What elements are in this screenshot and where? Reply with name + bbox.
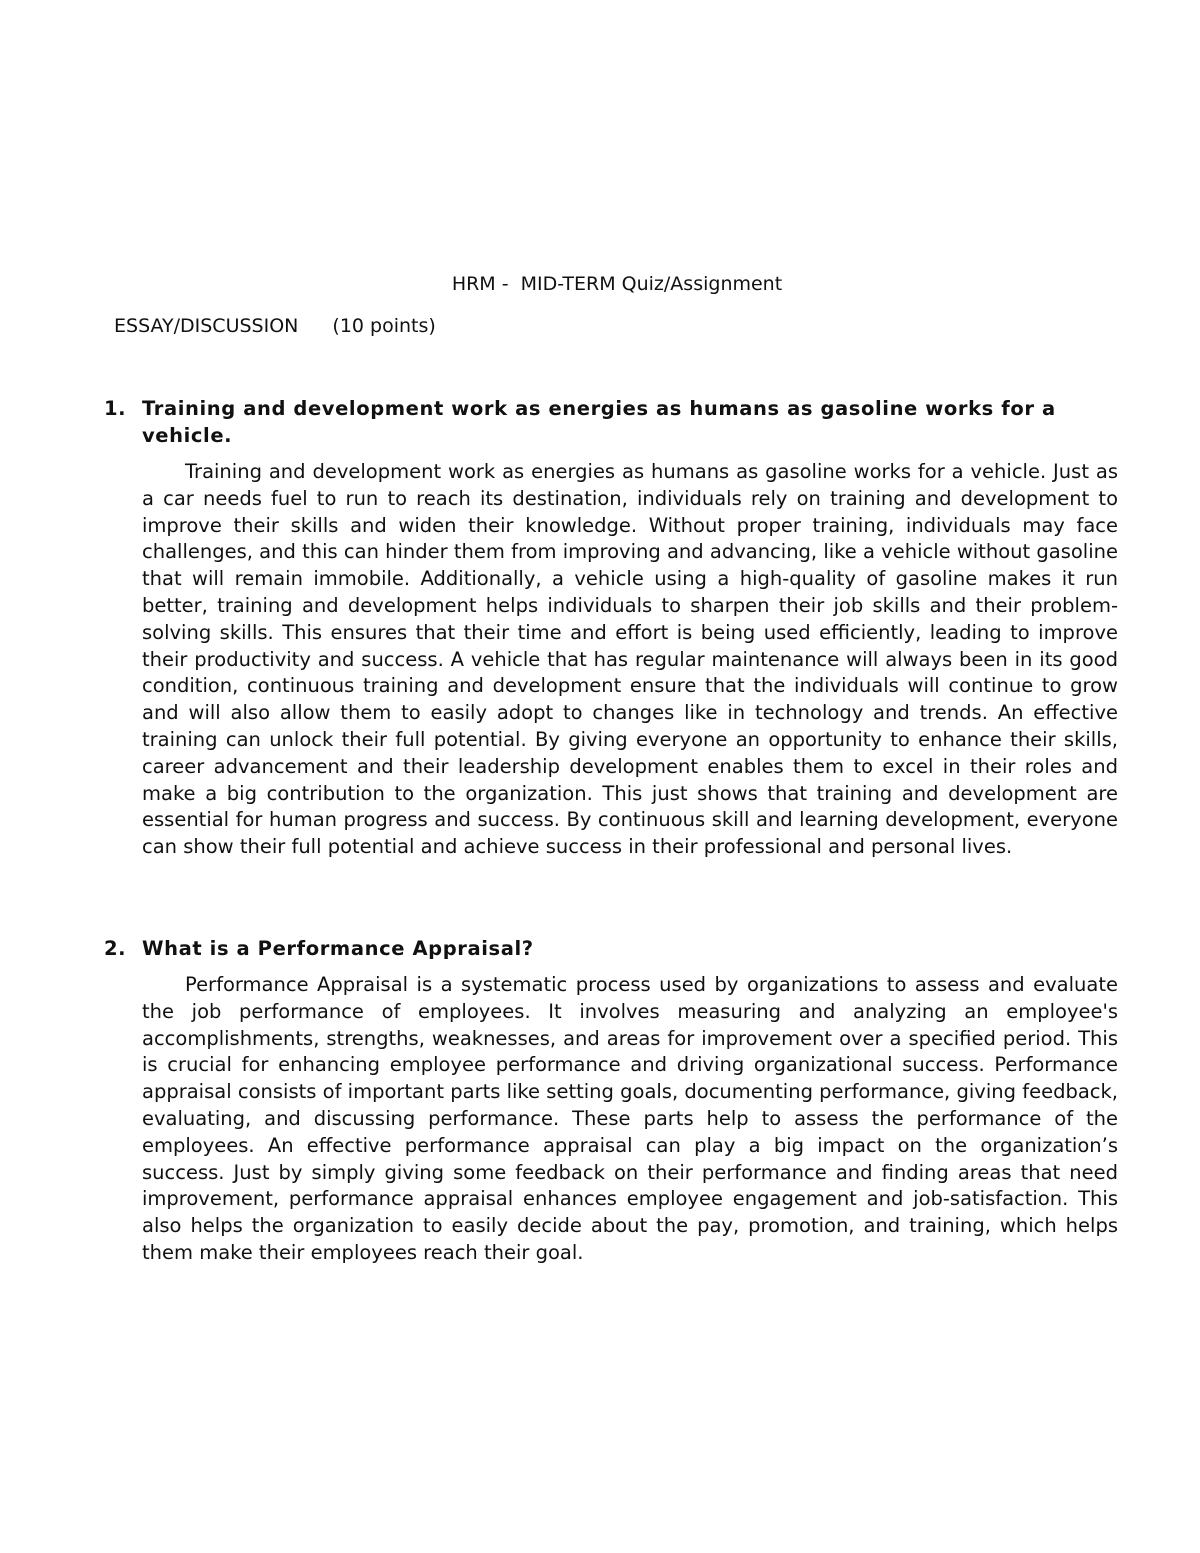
question-number: 1. (104, 397, 127, 420)
section-label: ESSAY/DISCUSSION (114, 315, 299, 337)
answer-paragraph: Training and development work as energies as humans as gasoline works for a vehicle. Just as a car needs fuel to run to reach its destination, individuals rely on training and development to improve their skills and widen their knowledge. Without proper training, individuals may face challenges, and this can hinder them from improving and advancing, like a vehicle without gasoline that will remain immobile. Additionally, a vehicle using a high-quality of gasoline makes it run better, training and development helps individuals to sharpen their job skills and their problem-solving skills. This ensures that their time and effort is being used efficiently, leading to improve their productivity and success. A vehicle that has regular maintenance will always been in its good condition, continuous training and development ensure that the individuals will continue to grow and will also allow them to easily adopt to changes like in technology and trends. An effective training can unlock their full potential. By giving everyone an opportunity to enhance their skills, career advancement and their leadership development enables them to excel in their roles and make a big contribution to the organization. This just shows that training and development are essential for human progress and success. By continuous skill and learning development, everyone can show their full potential and achieve success in their professional and personal lives. (142, 460, 1118, 859)
question-1 (104, 395, 1118, 861)
question-heading-text: Training and development work as energies as humans as gasoline works for a vehicle. (142, 397, 1056, 447)
question-heading (104, 395, 1118, 449)
answer-paragraph: Performance Appraisal is a systematic process used by organizations to assess and evaluate the job performance of employees. It involves measuring and analyzing an employee's accomplishments, strengths, weaknesses, and areas for improvement over a specified period. This is crucial for enhancing employee performance and driving organizational success. Performance appraisal consists of important parts like setting goals, documenting performance, giving feedback, evaluating, and discussing performance. These parts help to assess the performance of the employees. An effective performance appraisal can play a big impact on the organization’s success. Just by simply giving some feedback on their performance and finding areas that need improvement, performance appraisal enhances employee engagement and job-satisfaction. This also helps the organization to easily decide about the pay, promotion, and training, which helps them make their employees reach their goal. (142, 973, 1118, 1264)
question-heading-text: What is a Performance Appraisal? (142, 937, 534, 960)
document-title: HRM - MID-TERM Quiz/Assignment (451, 273, 783, 295)
question-number: 2. (104, 937, 127, 960)
question-2 (104, 935, 1118, 1267)
section-points: (10 points) (332, 315, 436, 337)
question-heading (104, 935, 1118, 962)
section-header (114, 313, 436, 339)
